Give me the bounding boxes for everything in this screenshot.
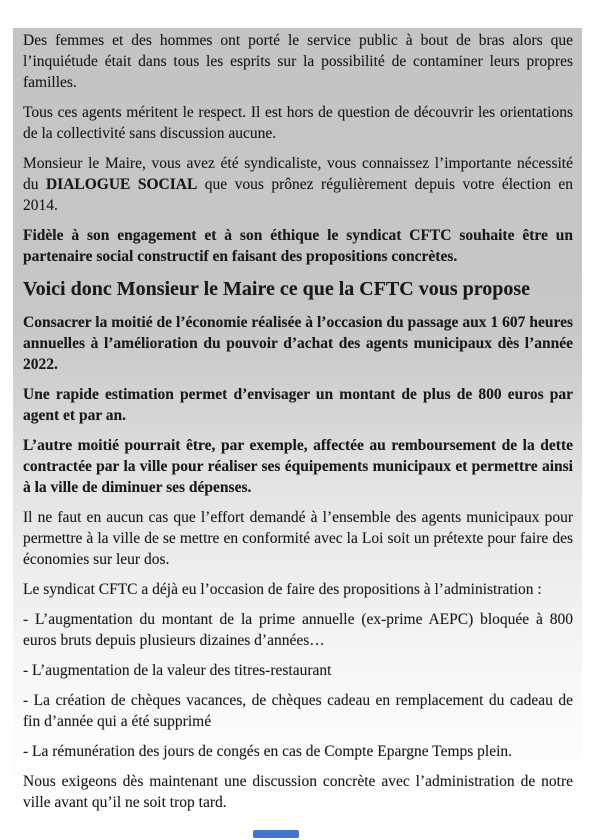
- proposal-paragraph-3: L’autre moitié pourrait être, par exemple, affectée au remboursement de la dette contractée par la ville pour réaliser ses équipements municipaux et permettre ainsi à la ville de diminuer ses dépenses.: [23, 437, 573, 496]
- proposition-item-3: - La création de chèques vacances, de chèques cadeau en remplacement du cadeau de fin d’année qui a été supprimé: [23, 692, 573, 730]
- bottom-blue-marker: [253, 830, 299, 838]
- proposition-item-2: - L’augmentation de la valeur des titres-restaurant: [23, 662, 332, 679]
- proposal-paragraph-1: Consacrer la moitié de l’économie réalisée à l’occasion du passage aux 1 607 heures annuelles à l’amélioration du pouvoir d’achat des agents municipaux dès l’année 2022.: [23, 314, 573, 373]
- maire-paragraph-prefix: Monsieur le Maire, vous avez été syndicaliste, vous connaissez l’importante nécessité du: [23, 155, 573, 193]
- intro-paragraph-2: Tous ces agents méritent le respect. Il est hors de question de découvrir les orientations de la collectivité sans discussion aucune.: [23, 104, 573, 142]
- dialogue-social-emphasis: DIALOGUE SOCIAL: [45, 176, 198, 193]
- scanned-document-page: [13, 28, 582, 840]
- body-paragraph-1: Il ne faut en aucun cas que l’effort demandé à l’ensemble des agents municipaux pour permettre à la ville de se mettre en conformité avec la Loi soit un prétexte pour faire des économies sur leur dos.: [23, 509, 573, 568]
- proposition-item-1: - L’augmentation du montant de la prime annuelle (ex-prime AEPC) bloquée à 800 euros bruts depuis plusieurs dizaines d’années…: [23, 611, 573, 649]
- maire-paragraph: [23, 153, 573, 216]
- body-paragraph-2: Le syndicat CFTC a déjà eu l’occasion de faire des propositions à l’administration :: [23, 581, 542, 598]
- intro-paragraph-1: Des femmes et des hommes ont porté le service public à bout de bras alors que l’inquiétude était dans tous les esprits sur la possibilité de contaminer leurs propres familles.: [23, 32, 573, 91]
- proposition-item-4: - La rémunération des jours de congés en cas de Compte Epargne Temps plein.: [23, 743, 513, 760]
- closing-paragraph: Nous exigeons dès maintenant une discussion concrète avec l’administration de notre ville avant qu’il ne soit trop tard.: [23, 773, 573, 811]
- engagement-paragraph: Fidèle à son engagement et à son éthique le syndicat CFTC souhaite être un partenaire social constructif en faisant des propositions concrètes.: [23, 227, 573, 265]
- proposal-heading: Voici donc Monsieur le Maire ce que la CFTC vous propose: [23, 278, 531, 300]
- maire-paragraph-suffix: que vous prônez régulièrement depuis votre élection en 2014.: [23, 176, 574, 214]
- proposal-paragraph-2: Une rapide estimation permet d’envisager un montant de plus de 800 euros par agent et par an.: [23, 386, 573, 424]
